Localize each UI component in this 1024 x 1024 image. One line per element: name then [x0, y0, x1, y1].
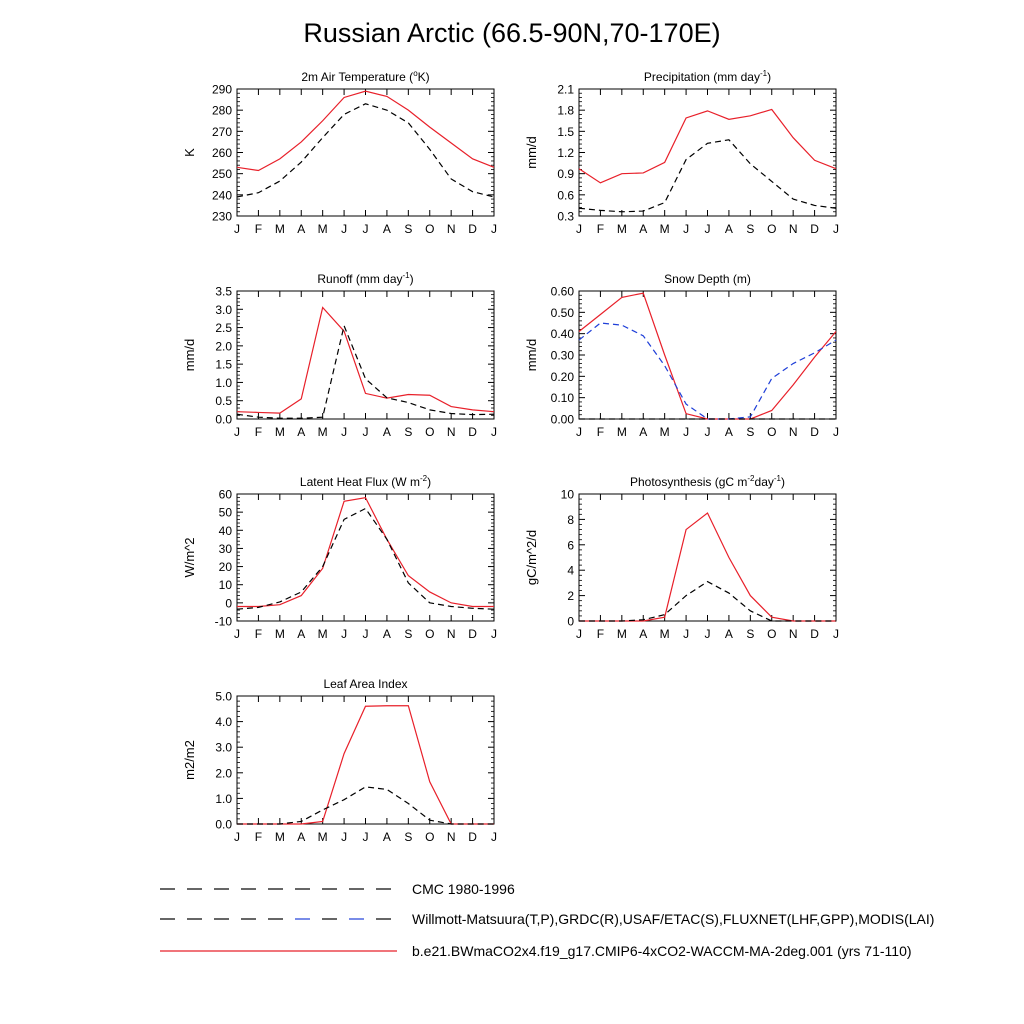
- y-tick-label: 0.10: [550, 391, 574, 406]
- x-tick-label: M: [317, 222, 328, 236]
- x-tick-label: O: [425, 425, 435, 439]
- x-tick-label: M: [274, 222, 285, 236]
- y-tick-label: 10: [560, 487, 574, 502]
- x-tick-label: N: [788, 627, 798, 641]
- y-tick-label: 10: [218, 578, 232, 593]
- chart-title: Runoff (mm day$^{-1}$): [317, 271, 414, 286]
- x-tick-label: F: [596, 627, 605, 641]
- x-tick-label: J: [704, 222, 711, 236]
- series-line-obs_alt: [579, 323, 836, 419]
- y-tick-label: 3.5: [215, 284, 232, 299]
- y-tick-label: 0.60: [550, 284, 574, 299]
- x-tick-label: S: [404, 425, 413, 439]
- x-tick-label: S: [746, 627, 755, 641]
- x-tick-label: S: [404, 627, 413, 641]
- x-tick-label: J: [234, 222, 240, 236]
- x-tick-label: J: [234, 830, 240, 844]
- x-tick-label: S: [404, 830, 413, 844]
- x-tick-label: A: [724, 222, 733, 236]
- x-tick-label: D: [810, 627, 819, 641]
- y-tick-label: 0.20: [550, 369, 574, 384]
- y-tick-label: 0.0: [215, 817, 232, 832]
- legend-label: Willmott-Matsuura(T,P),GRDC(R),USAF/ETAC(S),FLUXNET(LHF,GPP),MODIS(LAI): [412, 911, 935, 927]
- x-tick-label: J: [491, 830, 497, 844]
- x-tick-label: O: [767, 627, 777, 641]
- x-tick-label: J: [704, 425, 711, 439]
- y-tick-label: 270: [211, 124, 232, 139]
- x-tick-label: S: [746, 222, 755, 236]
- chart-title: 2m Air Temperature ($^o$K): [301, 69, 430, 84]
- chart-title: Leaf Area Index: [323, 677, 408, 691]
- chart-panel-7: [182, 677, 497, 844]
- y-tick-label: 0.0: [215, 412, 232, 427]
- x-tick-label: J: [341, 627, 348, 641]
- y-tick-label: 260: [211, 146, 232, 160]
- y-tick-label: 2: [567, 589, 574, 604]
- y-tick-label: 1.5: [557, 124, 574, 139]
- y-tick-label: 0: [225, 596, 232, 611]
- series-line-obs: [237, 104, 494, 197]
- plot-frame: [237, 494, 494, 621]
- y-tick-label: 290: [211, 82, 232, 97]
- x-tick-label: D: [468, 627, 477, 641]
- y-tick-label: 20: [218, 560, 232, 575]
- series-line-obs: [237, 509, 494, 610]
- x-tick-label: D: [810, 425, 819, 439]
- x-tick-label: D: [468, 830, 477, 844]
- x-tick-label: J: [362, 425, 369, 439]
- y-tick-label: 2.0: [215, 339, 232, 354]
- plot-frame: [579, 291, 836, 419]
- y-axis-label: W/m^2: [182, 537, 197, 578]
- x-tick-label: J: [576, 627, 582, 641]
- y-tick-label: 5.0: [215, 689, 232, 704]
- y-tick-label: 250: [211, 167, 232, 182]
- x-tick-label: J: [683, 222, 690, 236]
- x-tick-label: J: [341, 425, 348, 439]
- x-tick-label: J: [576, 222, 582, 236]
- x-tick-label: F: [596, 222, 605, 236]
- y-tick-label: 0.3: [557, 209, 574, 224]
- y-tick-label: 4.0: [215, 715, 232, 730]
- x-tick-label: O: [767, 222, 777, 236]
- y-axis-label: K: [182, 148, 197, 157]
- x-tick-label: A: [724, 627, 733, 641]
- y-tick-label: 1.2: [557, 146, 574, 160]
- y-tick-label: 230: [211, 209, 232, 224]
- y-tick-label: 240: [211, 188, 232, 203]
- series-line-model: [237, 498, 494, 607]
- y-tick-label: 4: [567, 563, 574, 578]
- y-tick-label: 1.5: [215, 357, 232, 372]
- y-tick-label: 0.6: [557, 188, 574, 203]
- series-line-model: [237, 307, 494, 413]
- x-tick-label: J: [833, 627, 839, 641]
- y-axis-label: mm/d: [524, 136, 539, 169]
- x-tick-label: S: [746, 425, 755, 439]
- x-tick-label: M: [274, 627, 285, 641]
- plot-frame: [237, 291, 494, 419]
- y-tick-label: 30: [218, 541, 232, 556]
- chart-panel-2: [524, 69, 839, 236]
- y-tick-label: 0.30: [550, 348, 574, 363]
- chart-panel-1: [182, 69, 497, 236]
- y-tick-label: 8: [567, 512, 574, 527]
- chart-panel-6: [524, 474, 839, 641]
- y-axis-label: gC/m^2/d: [524, 529, 539, 586]
- x-tick-label: N: [446, 425, 456, 439]
- chart-title: Precipitation (mm day$^{-1}$): [643, 69, 772, 84]
- x-tick-label: A: [639, 425, 648, 439]
- x-tick-label: D: [468, 425, 477, 439]
- x-tick-label: A: [639, 222, 648, 236]
- x-tick-label: M: [317, 627, 328, 641]
- chart-panel-3: [182, 271, 497, 439]
- page-title: Russian Arctic (66.5-90N,70-170E): [303, 18, 721, 48]
- x-tick-label: A: [382, 425, 391, 439]
- x-tick-label: O: [425, 627, 435, 641]
- x-tick-label: J: [576, 425, 582, 439]
- x-tick-label: S: [404, 222, 413, 236]
- x-tick-label: J: [704, 627, 711, 641]
- x-tick-label: J: [491, 222, 497, 236]
- x-tick-label: M: [274, 830, 285, 844]
- x-tick-label: F: [254, 222, 263, 236]
- y-tick-label: 280: [211, 103, 232, 118]
- x-tick-label: F: [254, 627, 263, 641]
- x-tick-label: J: [491, 627, 497, 641]
- x-tick-label: N: [446, 222, 456, 236]
- y-tick-label: 0.5: [215, 394, 232, 409]
- x-tick-label: A: [382, 222, 391, 236]
- legend-label: b.e21.BWmaCO2x4.f19_g17.CMIP6-4xCO2-WACCM-MA-2deg.001 (yrs 71-110): [412, 943, 912, 959]
- y-axis-label: mm/d: [182, 338, 197, 372]
- x-tick-label: A: [382, 830, 391, 844]
- x-tick-label: O: [425, 222, 435, 236]
- x-tick-label: J: [234, 425, 240, 439]
- plot-frame: [579, 89, 836, 216]
- legend: [160, 881, 934, 959]
- y-tick-label: 2.5: [215, 321, 232, 336]
- plot-frame: [237, 89, 494, 216]
- x-tick-label: N: [446, 627, 456, 641]
- y-tick-label: 6: [567, 538, 574, 553]
- x-tick-label: M: [317, 830, 328, 844]
- y-tick-label: 3.0: [215, 302, 232, 317]
- x-tick-label: F: [596, 425, 605, 439]
- x-tick-label: A: [297, 222, 306, 236]
- y-tick-label: 0.50: [550, 305, 574, 320]
- x-tick-label: J: [362, 830, 369, 844]
- y-tick-label: 50: [218, 505, 232, 520]
- x-tick-label: M: [659, 425, 670, 439]
- x-tick-label: F: [254, 425, 263, 439]
- chart-title: Photosynthesis (gC $m^{-2}day^{-1}$): [630, 474, 785, 489]
- x-tick-label: J: [341, 830, 348, 844]
- y-tick-label: 0.40: [550, 327, 574, 342]
- chart-title: Latent Heat Flux (W $m^{-2}$): [299, 474, 432, 489]
- x-tick-label: N: [788, 222, 798, 236]
- x-tick-label: A: [297, 425, 306, 439]
- x-tick-label: O: [767, 425, 777, 439]
- x-tick-label: A: [639, 627, 648, 641]
- chart-panel-4: [524, 272, 839, 439]
- x-tick-label: J: [362, 627, 369, 641]
- y-tick-label: -10: [214, 614, 232, 629]
- series-line-model: [237, 91, 494, 170]
- x-tick-label: J: [491, 425, 497, 439]
- y-tick-label: 2.1: [557, 82, 574, 97]
- x-tick-label: M: [274, 425, 285, 439]
- chart-title: Snow Depth (m): [664, 272, 751, 286]
- y-tick-label: 2.0: [215, 766, 232, 781]
- y-tick-label: 0.9: [557, 167, 574, 182]
- y-tick-label: 40: [218, 523, 232, 538]
- series-line-obs: [237, 326, 494, 419]
- series-line-model: [579, 513, 836, 621]
- series-line-model: [579, 293, 836, 419]
- x-tick-label: D: [468, 222, 477, 236]
- series-line-model: [237, 706, 494, 824]
- x-tick-label: M: [659, 222, 670, 236]
- x-tick-label: M: [616, 425, 627, 439]
- x-tick-label: A: [297, 627, 306, 641]
- x-tick-label: M: [616, 222, 627, 236]
- y-tick-label: 3.0: [215, 740, 232, 755]
- y-tick-label: 1.0: [215, 791, 232, 806]
- x-tick-label: J: [362, 222, 369, 236]
- plot-frame: [237, 696, 494, 824]
- y-tick-label: 0.00: [550, 412, 574, 427]
- y-tick-label: 0: [567, 614, 574, 629]
- x-tick-label: J: [683, 627, 690, 641]
- x-tick-label: M: [317, 425, 328, 439]
- chart-panel-5: [182, 474, 497, 641]
- x-tick-label: F: [254, 830, 263, 844]
- y-axis-label: mm/d: [524, 338, 539, 372]
- x-tick-label: A: [297, 830, 306, 844]
- x-tick-label: A: [382, 627, 391, 641]
- x-tick-label: D: [810, 222, 819, 236]
- y-tick-label: 1.0: [215, 375, 232, 390]
- x-tick-label: N: [788, 425, 798, 439]
- legend-label: CMC 1980-1996: [412, 881, 515, 897]
- x-tick-label: M: [616, 627, 627, 641]
- x-tick-label: J: [234, 627, 240, 641]
- x-tick-label: J: [833, 222, 839, 236]
- x-tick-label: J: [683, 425, 690, 439]
- y-tick-label: 60: [218, 487, 232, 502]
- x-tick-label: J: [341, 222, 348, 236]
- y-axis-label: m2/m2: [182, 740, 197, 780]
- x-tick-label: J: [833, 425, 839, 439]
- x-tick-label: A: [724, 425, 733, 439]
- x-tick-label: N: [446, 830, 456, 844]
- series-line-model: [579, 109, 836, 182]
- x-tick-label: O: [425, 830, 435, 844]
- x-tick-label: M: [659, 627, 670, 641]
- y-tick-label: 1.8: [557, 103, 574, 118]
